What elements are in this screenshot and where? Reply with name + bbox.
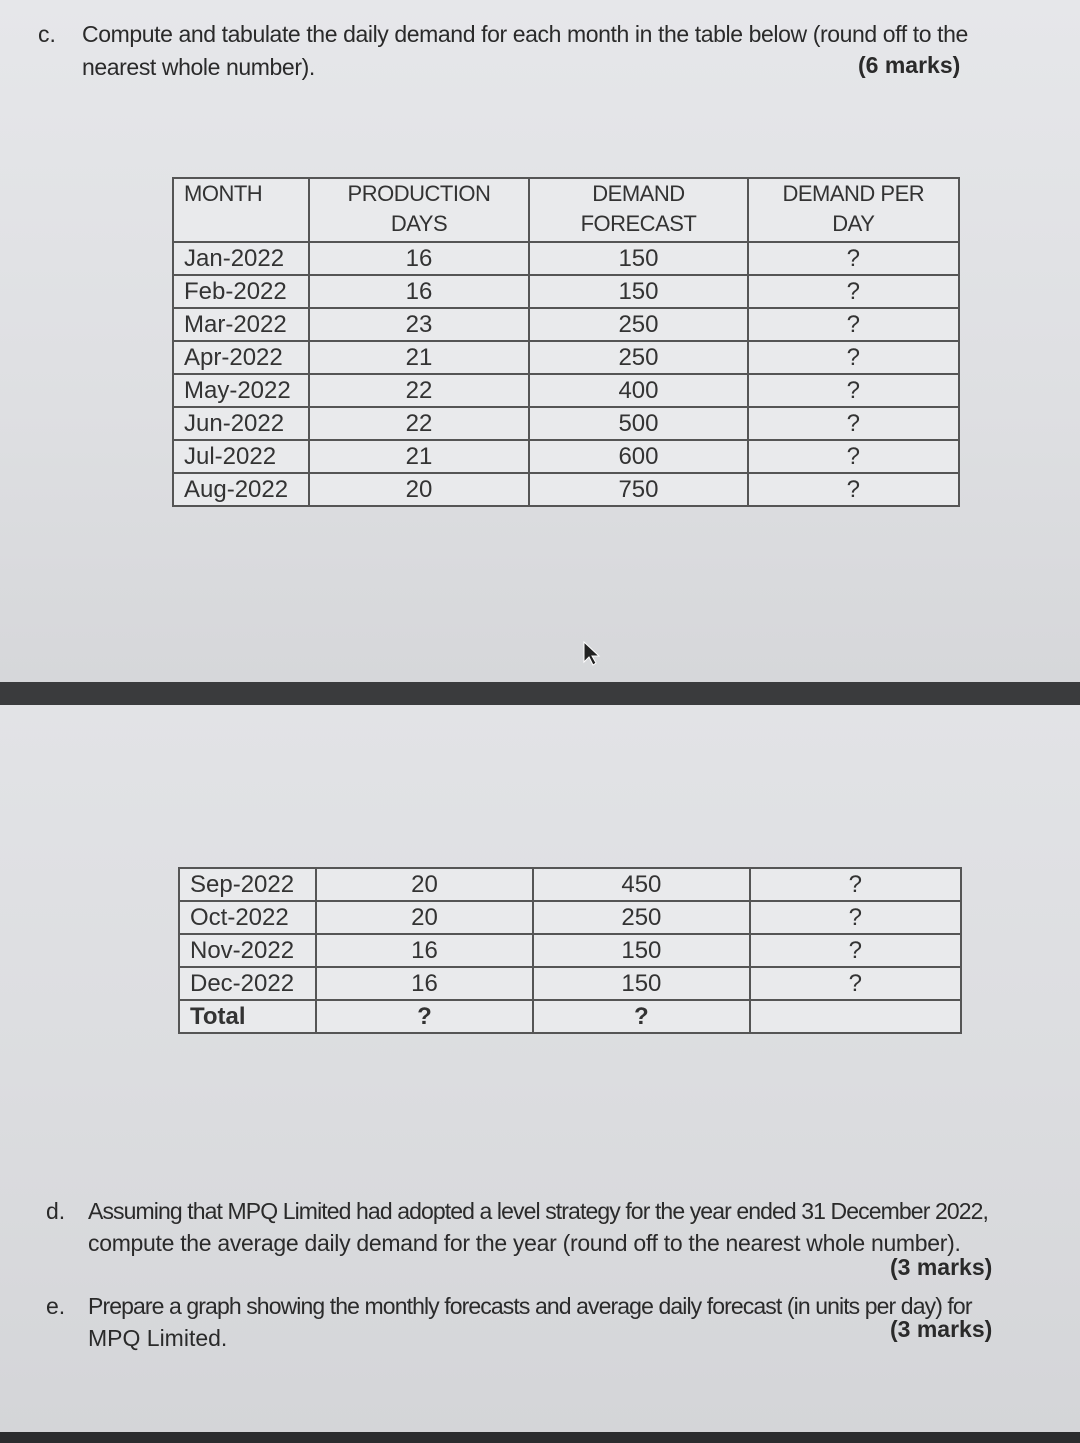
question-d-marks: (3 marks)	[890, 1254, 993, 1280]
month-cell: Jun-2022	[173, 407, 309, 440]
production-days-cell: 16	[316, 934, 533, 967]
month-cell: Oct-2022	[179, 901, 316, 934]
table-row	[173, 275, 959, 308]
demand-per-day-cell: ?	[750, 901, 961, 934]
table-row	[173, 440, 959, 473]
production-days-cell: 22	[309, 407, 530, 440]
table-row	[173, 242, 959, 275]
demand-per-day-cell: ?	[748, 407, 959, 440]
question-e-marks: (3 marks)	[890, 1316, 993, 1342]
demand-forecast-cell: 500	[529, 407, 747, 440]
demand-per-day-cell: ?	[748, 308, 959, 341]
table-row	[179, 901, 961, 934]
table-row	[173, 407, 959, 440]
month-cell: Jan-2022	[173, 242, 309, 275]
demand-forecast-cell: 150	[529, 275, 747, 308]
table-row	[173, 308, 959, 341]
table-header-row	[173, 178, 959, 242]
total-row	[179, 1000, 961, 1033]
header-demand-forecast: DEMAND FORECAST	[529, 178, 747, 242]
question-c-letter: c.	[38, 21, 56, 47]
month-cell: Mar-2022	[173, 308, 309, 341]
header-production-days: PRODUCTION DAYS	[309, 178, 530, 242]
table-row	[179, 934, 961, 967]
demand-per-day-cell: ?	[748, 242, 959, 275]
production-days-cell: 22	[309, 374, 530, 407]
production-days-cell: 16	[309, 275, 530, 308]
question-c-line2: nearest whole number).	[82, 54, 315, 80]
demand-forecast-cell: 250	[533, 901, 749, 934]
total-days: ?	[316, 1000, 533, 1033]
table-row	[179, 868, 961, 901]
question-d-line2: compute the average daily demand for the year (round off to the nearest whole number).	[88, 1230, 961, 1256]
demand-forecast-cell: 150	[529, 242, 747, 275]
mouse-pointer-icon	[582, 640, 602, 666]
table-row	[173, 374, 959, 407]
demand-per-day-cell: ?	[750, 967, 961, 1000]
demand-forecast-cell: 150	[533, 934, 749, 967]
page-divider	[0, 682, 1080, 705]
demand-per-day-cell: ?	[748, 341, 959, 374]
demand-table-top	[172, 177, 960, 507]
question-c-marks: (6 marks)	[858, 52, 961, 78]
demand-table-bottom	[178, 867, 962, 1034]
month-cell: Aug-2022	[173, 473, 309, 506]
demand-forecast-cell: 250	[529, 341, 747, 374]
production-days-cell: 21	[309, 440, 530, 473]
table-row	[173, 341, 959, 374]
demand-per-day-cell: ?	[748, 473, 959, 506]
month-cell: Apr-2022	[173, 341, 309, 374]
demand-forecast-cell: 450	[533, 868, 749, 901]
question-e-line2: MPQ Limited.	[88, 1325, 228, 1351]
month-cell: Nov-2022	[179, 934, 316, 967]
month-cell: May-2022	[173, 374, 309, 407]
question-d-line1: Assuming that MPQ Limited had adopted a level strategy for the year ended 31 December 2022,	[88, 1198, 989, 1224]
demand-forecast-cell: 150	[533, 967, 749, 1000]
demand-per-day-cell: ?	[750, 868, 961, 901]
question-e-letter: e.	[46, 1293, 66, 1319]
production-days-cell: 23	[309, 308, 530, 341]
question-c-line1: Compute and tabulate the daily demand for each month in the table below (round off to the	[82, 21, 968, 47]
production-days-cell: 20	[316, 868, 533, 901]
screen-bottom-edge	[0, 1432, 1080, 1443]
demand-per-day-cell: ?	[748, 440, 959, 473]
production-days-cell: 21	[309, 341, 530, 374]
demand-forecast-cell: 750	[529, 473, 747, 506]
demand-forecast-cell: 250	[529, 308, 747, 341]
question-e-line1: Prepare a graph showing the monthly forecasts and average daily forecast (in units per day) for	[88, 1293, 972, 1319]
demand-per-day-cell: ?	[748, 374, 959, 407]
production-days-cell: 20	[316, 901, 533, 934]
question-d-letter: d.	[46, 1198, 66, 1224]
header-month: MONTH	[173, 178, 309, 242]
table-row	[179, 967, 961, 1000]
demand-forecast-cell: 400	[529, 374, 747, 407]
demand-forecast-cell: 600	[529, 440, 747, 473]
month-cell: Dec-2022	[179, 967, 316, 1000]
header-demand-per-day: DEMAND PER DAY	[748, 178, 959, 242]
production-days-cell: 20	[309, 473, 530, 506]
total-label: Total	[179, 1000, 316, 1033]
total-per-day	[750, 1000, 961, 1033]
production-days-cell: 16	[309, 242, 530, 275]
demand-per-day-cell: ?	[750, 934, 961, 967]
table-row	[173, 473, 959, 506]
demand-per-day-cell: ?	[748, 275, 959, 308]
total-forecast: ?	[533, 1000, 749, 1033]
month-cell: Sep-2022	[179, 868, 316, 901]
production-days-cell: 16	[316, 967, 533, 1000]
month-cell: Jul-2022	[173, 440, 309, 473]
month-cell: Feb-2022	[173, 275, 309, 308]
